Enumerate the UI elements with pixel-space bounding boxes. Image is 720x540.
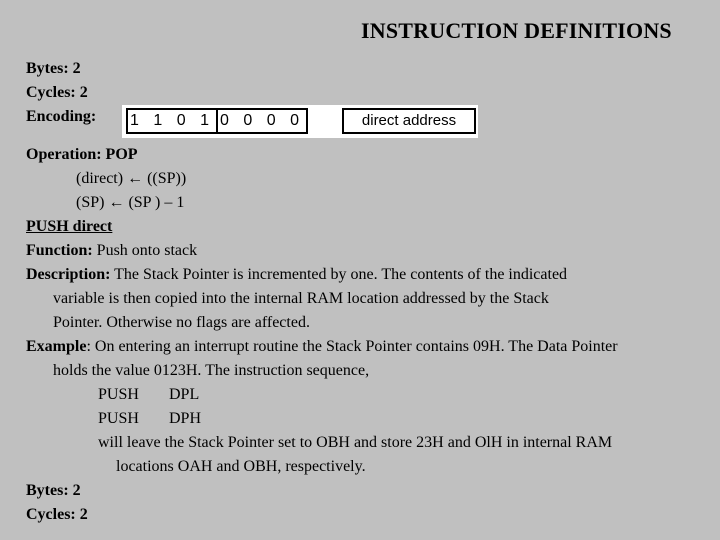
description-line-1: Description: The Stack Pointer is incremented by one. The contents of the indicated (26, 266, 568, 283)
function-text: Push onto stack (92, 242, 198, 259)
encoding-row (26, 105, 696, 129)
code-mnemonic: PUSH (98, 386, 139, 403)
example-line-1: Example: On entering an interrupt routine the Stack Pointer contains 09H. The Data Pointer (26, 338, 618, 355)
push-heading: PUSH direct (26, 218, 113, 235)
pop-op-line-2: (SP) ← (SP ) – 1 (76, 194, 185, 211)
push-bytes: Bytes: 2 (26, 482, 81, 499)
encoding-diagram (122, 105, 478, 138)
code-operand: DPL (169, 386, 200, 403)
push-function (26, 239, 696, 263)
code-operand: DPH (169, 410, 202, 427)
instruction-content (26, 57, 696, 527)
code-mnemonic: PUSH (98, 410, 139, 427)
pop-op-line-1: (direct) ← ((SP)) (76, 170, 187, 187)
example-label: Example (26, 338, 87, 355)
code-line-1 (26, 383, 696, 407)
push-example (26, 335, 696, 383)
description-line-3: Pointer. Otherwise no flags are affected. (53, 314, 310, 331)
pop-cycles: Cycles: 2 (26, 84, 88, 101)
opcode-low-nibble: 0 0 0 0 (216, 108, 308, 134)
function-label: Function: (26, 242, 93, 259)
example-line-2: holds the value 0123H. The instruction sequence, (53, 362, 370, 379)
result-line-1: will leave the Stack Pointer set to OBH and store 23H and OlH in internal RAM (98, 434, 613, 451)
pop-bytes: Bytes: 2 (26, 60, 81, 77)
encoding-label: Encoding: (26, 108, 97, 125)
direct-address-byte: direct address (342, 108, 476, 134)
pop-operation: Operation: POP (26, 146, 138, 163)
push-description (26, 263, 696, 335)
opcode-high-nibble: 1 1 0 1 (126, 108, 218, 134)
page-title: INSTRUCTION DEFINITIONS (361, 18, 672, 43)
code-line-2 (26, 407, 696, 431)
description-line-2: variable is then copied into the internal RAM location addressed by the Stack (53, 290, 549, 307)
description-label: Description: (26, 266, 111, 283)
result-line-2: locations OAH and OBH, respectively. (116, 458, 366, 475)
push-cycles: Cycles: 2 (26, 506, 88, 523)
